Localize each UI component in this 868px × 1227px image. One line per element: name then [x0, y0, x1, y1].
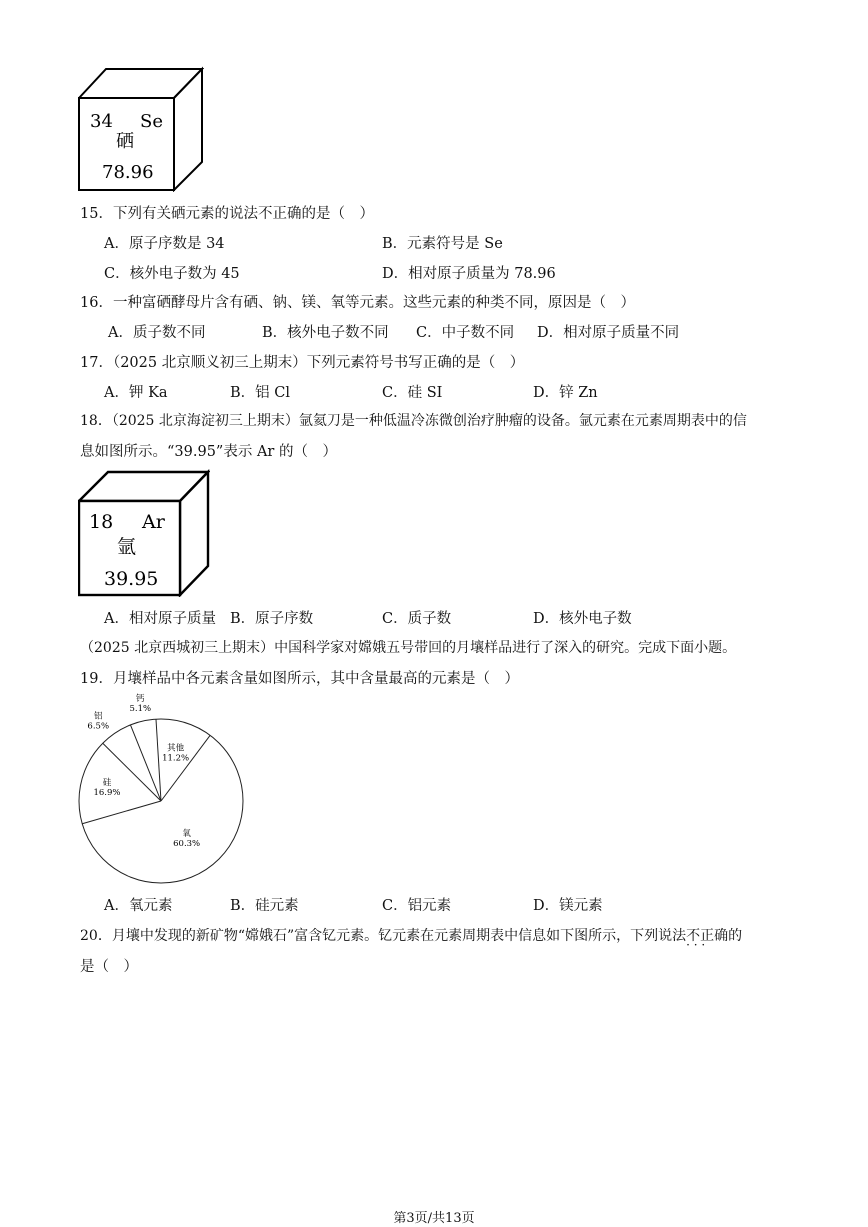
q15-option-c[interactable]: C．核外电子数为 45 — [104, 266, 240, 282]
element-card-se — [78, 66, 204, 192]
q18-option-b[interactable]: B．原子序数 — [230, 611, 314, 627]
q18-option-c[interactable]: C．质子数 — [382, 611, 452, 627]
q17-option-d[interactable]: D．锌 Zn — [533, 385, 598, 401]
q17-option-a[interactable]: A．钾 Ka — [104, 385, 168, 401]
atomic-mass: 78.96 — [102, 162, 154, 183]
q15-option-b[interactable]: B．元素符号是 Se — [382, 236, 503, 252]
question-16-stem: 16．一种富硒酵母片含有硒、钠、镁、氧等元素。这些元素的种类不同，原因是（ ） — [80, 295, 635, 311]
pie-slice-value: 60.3% — [173, 839, 201, 850]
element-name: 氩 — [117, 536, 137, 558]
atomic-number: 34 — [90, 111, 113, 132]
question-18-stem-line2: 息如图所示。“39.95”表示 Ar 的（ ） — [80, 444, 337, 460]
q19-option-c[interactable]: C．铝元素 — [382, 898, 452, 914]
question-15-stem: 15．下列有关硒元素的说法不正确的是（ ） — [80, 206, 374, 222]
moon-soil-pie-chart — [72, 692, 252, 898]
section-intro: （2025 北京西城初三上期末）中国科学家对嫦娥五号带回的月壤样品进行了深入的研究。完成下面小题。 — [80, 640, 737, 656]
pie-slice-value: 5.1% — [129, 703, 152, 714]
pie-slice-value: 6.5% — [87, 721, 110, 732]
page-number: 第3页/共13页 — [393, 1211, 475, 1226]
element-symbol: Ar — [142, 511, 165, 533]
q16-option-b[interactable]: B．核外电子数不同 — [262, 325, 389, 341]
pie-slice-label: 其他 — [167, 743, 185, 754]
element-card-ar — [78, 469, 210, 597]
q19-option-a[interactable]: A．氧元素 — [104, 898, 173, 914]
pie-slice-label: 铝 — [93, 711, 103, 722]
q20-stem-part1: 20．月壤中发现的新矿物“嫦娥石”富含钇元素。钇元素在元素周期表中信息如下图所示，下列说法 — [80, 928, 687, 944]
question-19-stem: 19．月壤样品中各元素含量如图所示，其中含量最高的元素是（ ） — [80, 671, 519, 687]
q17-option-c[interactable]: C．硅 SI — [382, 385, 443, 401]
atomic-number: 18 — [89, 511, 114, 533]
question-18-stem-line1: 18．（2025 北京海淀初三上期末）氩氦刀是一种低温冷冻微创治疗肿瘤的设备。氩元素在元素周期表中的信 — [80, 413, 747, 429]
pie-slice-label: 硅 — [102, 778, 112, 789]
q17-option-b[interactable]: B．铝 Cl — [230, 385, 290, 401]
q16-option-c[interactable]: C．中子数不同 — [416, 325, 515, 341]
q16-option-a[interactable]: A．质子数不同 — [108, 325, 206, 341]
question-17-stem: 17．（2025 北京顺义初三上期末）下列元素符号书写正确的是（ ） — [80, 355, 525, 371]
element-name: 硒 — [116, 131, 134, 152]
pie-slice-label: 钙 — [136, 693, 145, 704]
element-symbol: Se — [140, 111, 163, 132]
pie-slice-value: 16.9% — [93, 788, 121, 799]
q18-option-a[interactable]: A．相对原子质量 — [104, 611, 216, 627]
question-20-stem-line1 — [80, 925, 742, 945]
pie-slice-value: 11.2% — [162, 753, 190, 764]
q16-option-d[interactable]: D．相对原子质量不同 — [537, 325, 680, 341]
q20-stem-part3: 的 — [728, 928, 743, 944]
q18-option-d[interactable]: D．核外电子数 — [533, 611, 632, 627]
pie-slice-label: 氧 — [182, 829, 191, 840]
q15-option-d[interactable]: D．相对原子质量为 78.96 — [382, 266, 556, 282]
q19-option-b[interactable]: B．硅元素 — [230, 898, 299, 914]
q19-option-d[interactable]: D．镁元素 — [533, 898, 603, 914]
question-20-stem-line2: 是（ ） — [80, 959, 138, 975]
q15-option-a[interactable]: A．原子序数是 34 — [104, 236, 225, 252]
emphasis-not-correct: 不正确 · · · — [686, 925, 728, 945]
atomic-mass: 39.95 — [104, 568, 159, 590]
